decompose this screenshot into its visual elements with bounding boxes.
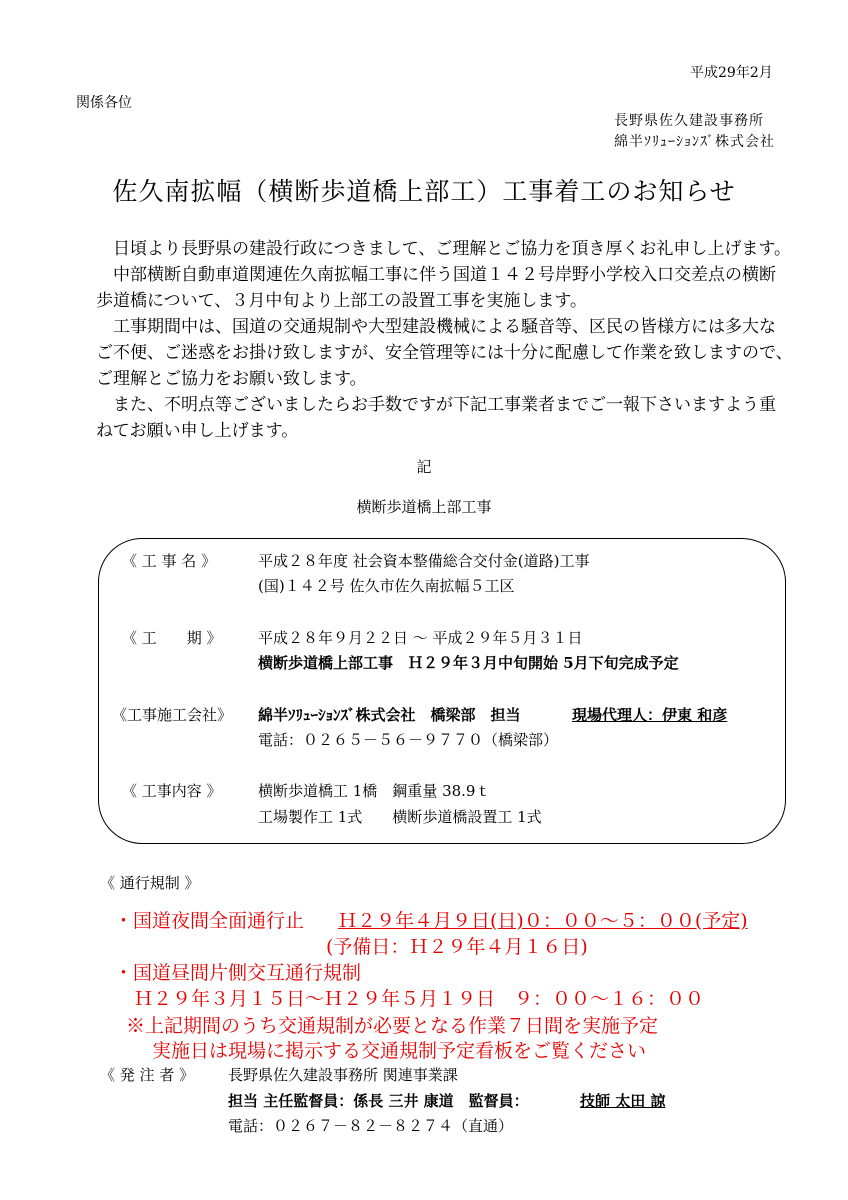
- work-content-line: 工場製作工 1式 横断歩道橋設置工 1式: [258, 808, 542, 826]
- orderer-staff: 担当 主任監督員：係長 三井 康道 監督員：: [228, 1092, 529, 1110]
- issuer-company: 綿半ｿﾘｭｰｼｮﾝｽﾞ株式会社: [614, 134, 775, 150]
- contractor-label: 《工事施工会社》: [112, 706, 233, 724]
- orderer-name: 長野県佐久建設事務所 関連事業課: [228, 1066, 458, 1084]
- section-subtitle: 横断歩道橋上部工事: [356, 498, 492, 516]
- body-paragraph-line: 工事期間中は、国道の交通規制や大型建設機械による騒音等、区民の皆様方には多大な: [96, 317, 776, 337]
- daytime-restriction-time: Ｈ２９年３月１５日～Ｈ２９年５月１９日 ９：００～１６：００: [134, 988, 705, 1010]
- body-paragraph-line: ご理解とご協力をお願い致します。: [96, 369, 367, 389]
- issuer-office: 長野県佐久建設事務所: [614, 113, 764, 129]
- document-title: 佐久南拡幅（横断歩道橋上部工）工事着工のお知らせ: [112, 177, 736, 206]
- orderer-label: 《 発 注 者 》: [100, 1066, 195, 1084]
- addressee: 関係各位: [76, 95, 132, 111]
- body-paragraph-line: 歩道橋について、３月中旬より上部工の設置工事を実施します。: [96, 291, 587, 311]
- night-closure-reserve-day: (予備日：Ｈ２９年４月１６日): [326, 936, 588, 958]
- work-content-line: 横断歩道橋工 1橋 鋼重量 38.9ｔ: [258, 782, 491, 800]
- orderer-staff-engineer: 技師 太田 諒: [580, 1092, 666, 1110]
- body-paragraph-line: 中部横断自動車道関連佐久南拡幅工事に伴う国道１４２号岸野小学校入口交差点の横断: [96, 265, 776, 285]
- body-paragraph-line: 日頃より長野県の建設行政につきまして、ご理解とご協力を頂き厚くお礼申し上げます。: [96, 239, 791, 259]
- night-closure-time: Ｈ２９年４月９日(日)０：００～５：００(予定): [338, 910, 748, 932]
- period-dates: 平成２８年９月２２日 ～ 平成２９年５月３１日: [258, 629, 583, 647]
- traffic-restriction-label: 《 通行規制 》: [100, 874, 200, 892]
- restriction-note: ※上記期間のうち交通規制が必要となる作業７日間を実施予定: [126, 1015, 659, 1037]
- contractor-name: 綿半ｿﾘｭｰｼｮﾝｽﾞ株式会社 橋梁部 担当: [258, 706, 521, 724]
- site-agent: 現場代理人：伊東 和彦: [572, 706, 728, 724]
- contractor-phone: 電話：０２６５－５６－９７７０（橋梁部）: [258, 731, 559, 749]
- project-name-line: 平成２８年度 社会資本整備総合交付金(道路)工事: [258, 552, 590, 570]
- ki-heading: 記: [416, 458, 432, 476]
- body-paragraph-line: また、不明点等ございましたらお手数ですが下記工事業者までご一報下さいますよう重: [96, 395, 776, 415]
- daytime-restriction-label: ・国道昼間片側交互通行規制: [114, 962, 362, 984]
- document-date: 平成29年2月: [690, 65, 773, 81]
- period-schedule: 横断歩道橋上部工事 Ｈ２９年３月中旬開始 5月下旬完成予定: [258, 654, 679, 672]
- orderer-phone: 電話：０２６７－８２－８２７４（直通）: [228, 1117, 514, 1135]
- work-content-label: 《 工事内容 》: [122, 782, 222, 800]
- restriction-note: 実施日は現場に掲示する交通規制予定看板をご覧ください: [152, 1040, 647, 1062]
- body-paragraph-line: ご不便、ご迷惑をお掛け致しますが、安全管理等には十分に配慮して作業を致しますので、: [96, 343, 793, 363]
- night-closure-label: ・国道夜間全面通行止: [114, 910, 305, 932]
- period-label: 《 工 期 》: [122, 629, 222, 647]
- body-paragraph-line: ねてお願い申し上げます。: [96, 421, 299, 441]
- project-name-label: 《 工 事 名 》: [122, 552, 217, 570]
- project-route-line: (国)１４２号 佐久市佐久南拡幅５工区: [258, 577, 515, 595]
